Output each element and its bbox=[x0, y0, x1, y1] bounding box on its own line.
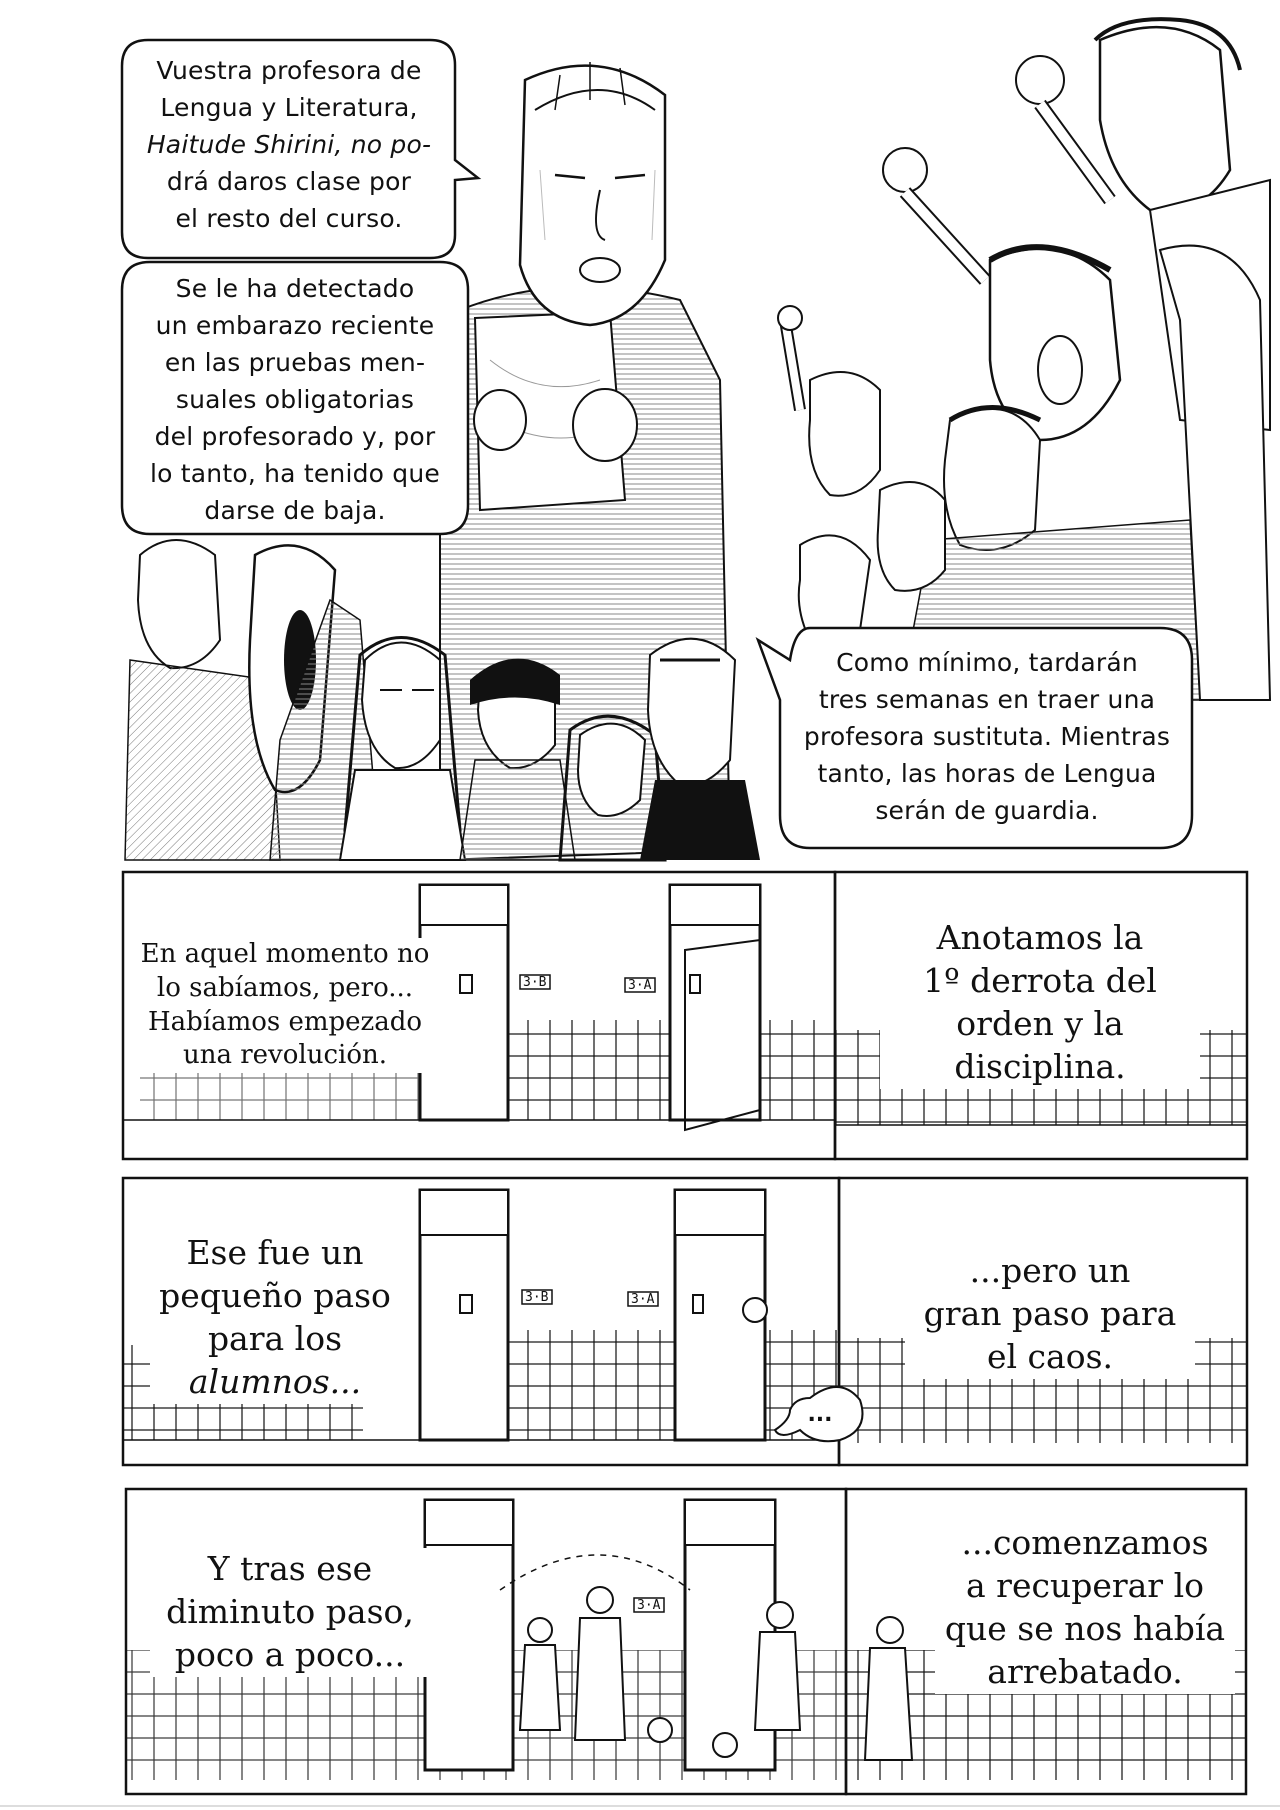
caption-line: gran paso para bbox=[923, 1293, 1177, 1333]
raised-fist-2 bbox=[883, 148, 927, 192]
student-girl-glasses bbox=[362, 643, 440, 769]
door-sign-3a: 3·A bbox=[631, 1292, 655, 1307]
speech-bubble-dots: ... bbox=[807, 1402, 833, 1427]
caption-line: diminuto paso, bbox=[166, 1591, 414, 1631]
bubble-2-line: en las pruebas men- bbox=[164, 348, 426, 377]
bubble-3-line: tres semanas en traer una bbox=[818, 685, 1156, 714]
caption-line: ...comenzamos bbox=[961, 1523, 1209, 1562]
door-sign-3a: 3·A bbox=[637, 1598, 661, 1613]
bubble-1-line: Vuestra profesora de bbox=[156, 56, 422, 85]
bubble-3-line: Como mínimo, tardarán bbox=[836, 648, 1138, 677]
bubble-1-line: Lengua y Literatura, bbox=[160, 93, 418, 122]
bubble-1-line: el resto del curso. bbox=[175, 204, 403, 233]
raised-fist-1 bbox=[1016, 56, 1064, 104]
speech-bubble-teacher-2 bbox=[126, 270, 464, 529]
caption-line: a recuperar lo bbox=[966, 1565, 1204, 1605]
caption-line: disciplina. bbox=[954, 1046, 1126, 1086]
student-small bbox=[878, 482, 945, 591]
caption-line: pequeño paso bbox=[159, 1275, 391, 1315]
bubble-2-line: del profesorado y, por bbox=[154, 422, 436, 451]
peeking-student bbox=[743, 1298, 767, 1322]
caption-small-step bbox=[150, 1232, 400, 1404]
student-shouting bbox=[809, 372, 880, 496]
caption-line: Y tras ese bbox=[207, 1549, 373, 1588]
bubble-3-line: serán de guardia. bbox=[875, 796, 1099, 825]
bubble-2-line: lo tanto, ha tenido que bbox=[149, 459, 441, 488]
bubble-1-line: drá daros clase por bbox=[166, 167, 412, 196]
teacher-hand-right bbox=[573, 389, 637, 461]
caption-line: Habíamos empezado bbox=[147, 1006, 423, 1037]
bubble-2-line: darse de baja. bbox=[204, 496, 386, 525]
student-serious bbox=[944, 409, 1040, 550]
student-girl-front bbox=[578, 724, 645, 816]
door-sign-3b: 3·B bbox=[525, 1290, 549, 1305]
caption-line: Ese fue un bbox=[186, 1233, 364, 1272]
caption-line: En aquel momento no bbox=[140, 939, 430, 969]
caption-line: arrebatado. bbox=[987, 1651, 1183, 1691]
caption-line: 1º derrota del bbox=[923, 960, 1157, 1000]
caption-line: Anotamos la bbox=[936, 918, 1144, 957]
caption-line: ...pero un bbox=[969, 1251, 1131, 1290]
teacher-hand-left bbox=[474, 390, 526, 450]
door-sign-3a: 3·A bbox=[628, 978, 652, 993]
bubble-2-line: un embarazo reciente bbox=[155, 311, 435, 340]
caption-line: lo sabíamos, pero... bbox=[156, 972, 414, 1003]
caption-tiny-step bbox=[150, 1548, 430, 1677]
caption-first-defeat bbox=[880, 917, 1200, 1089]
caption-line: poco a poco... bbox=[174, 1634, 406, 1674]
caption-line: que se nos había bbox=[944, 1608, 1226, 1648]
caption-line: una revolución. bbox=[182, 1040, 387, 1071]
caption-giant-step bbox=[905, 1250, 1195, 1379]
bubble-2-line: suales obligatorias bbox=[175, 385, 415, 414]
caption-line: orden y la bbox=[956, 1003, 1124, 1043]
caption-line: alumnos... bbox=[188, 1361, 362, 1401]
student-cheering-1 bbox=[1100, 27, 1230, 212]
bubble-1-line: Haitude Shirini, no po- bbox=[146, 130, 432, 159]
student-worried bbox=[138, 540, 220, 668]
door-sign-3b: 3·B bbox=[523, 975, 547, 990]
caption-line: el caos. bbox=[986, 1336, 1114, 1376]
bubble-3-line: tanto, las horas de Lengua bbox=[817, 759, 1157, 788]
bubble-3-line: profesora sustituta. Mientras bbox=[803, 722, 1171, 751]
speech-bubble-teacher-1 bbox=[128, 52, 450, 237]
speech-bubble-teacher-3 bbox=[786, 644, 1188, 829]
caption-recover bbox=[935, 1522, 1235, 1694]
bubble-2-line: Se le ha detectado bbox=[175, 274, 415, 303]
caption-line: para los bbox=[207, 1318, 343, 1358]
caption-revolution bbox=[135, 938, 435, 1073]
